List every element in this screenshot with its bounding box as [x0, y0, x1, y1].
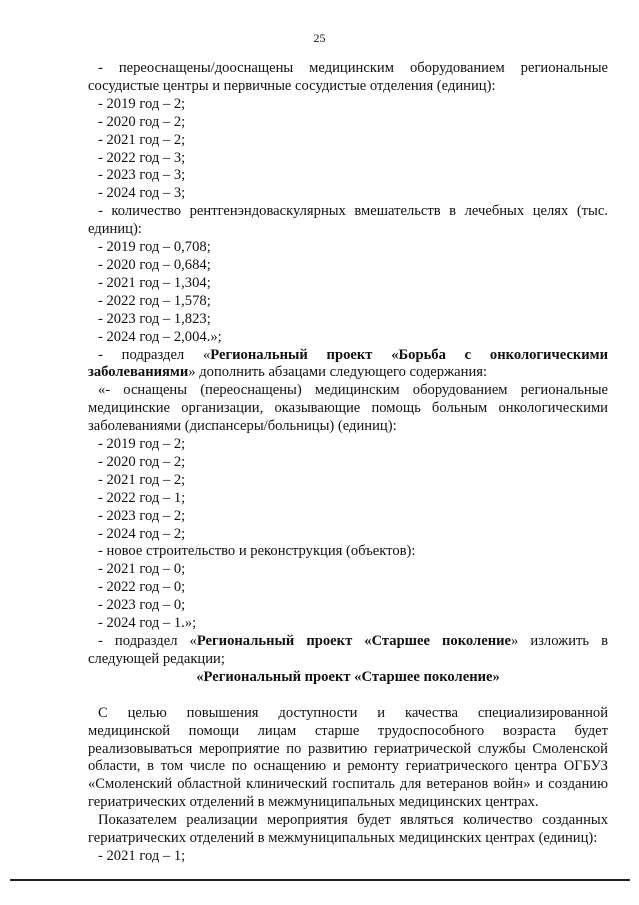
text-line: «- оснащены (переоснащены) медицинским оборудованием региональные [98, 382, 608, 399]
list-item: - 2019 год – 2; [98, 436, 186, 453]
list-item: - 2021 год – 2; [98, 471, 186, 488]
text-fragment: - подраздел « [98, 346, 211, 363]
subsection-elderly-line2: следующей редакции; [88, 650, 225, 667]
bottom-rule [10, 879, 630, 881]
bold-text: Региональный проект «Старшее поколение» [203, 668, 500, 685]
text-line: Показателем реализации мероприятия будет являться количество созданных [98, 812, 608, 829]
text-fragment: » дополнить абзацами следующего содержания: [188, 364, 488, 381]
text-line: гериатрических отделений в межмуниципальных медицинских центрах. [88, 794, 539, 811]
text-line: заболеваниями (диспансеры/больницы) (единиц): [88, 418, 397, 435]
section-cardio-indicators [88, 60, 608, 347]
spacer [88, 687, 608, 705]
list-item: - 2024 год – 2,004.»; [98, 328, 222, 345]
list-item: - 2021 год – 1,304; [98, 274, 211, 291]
text-fragment: - подраздел « [98, 633, 197, 649]
list-item: - 2022 год – 1,578; [98, 292, 211, 309]
list-item: - 2024 год – 2; [98, 525, 186, 542]
text-line: единиц): [88, 221, 142, 238]
list-item: - 2020 год – 2; [98, 453, 186, 470]
list-item: - новое строительство и реконструкция (объектов): [98, 543, 416, 560]
text-line: гериатрических отделений в межмуниципальных медицинских центрах (единиц): [88, 830, 598, 847]
list-item: - 2019 год – 0,708; [98, 239, 211, 256]
text-fragment: « [196, 668, 204, 685]
text-line: области, в том числе по оснащению и ремонту гериатрического центра ОГБУЗ [88, 758, 608, 775]
subsection-oncology-line2 [88, 364, 608, 382]
list-item: - 2021 год – 1; [98, 847, 186, 864]
list-item: - 2021 год – 2; [98, 131, 186, 148]
paragraph-geriatric-service [88, 705, 608, 812]
list-item: - 2020 год – 2; [98, 113, 186, 130]
text-line: медицинские организации, оказывающие помощь больным онкологическими [88, 400, 608, 417]
paragraph-indicator [88, 812, 608, 848]
section-oncology-indicators [88, 382, 608, 633]
list-item: - 2023 год – 2; [98, 507, 186, 524]
list-item: - 2023 год – 3; [98, 167, 186, 184]
text-line: реализовываться мероприятие по развитию гериатрической службы Смоленской [88, 740, 608, 757]
subsection-oncology-line1 [98, 347, 608, 365]
list-item: - 2022 год – 3; [98, 149, 186, 166]
list-item: - 2021 год – 0; [98, 561, 186, 578]
document-body [88, 60, 608, 866]
list-item: - 2023 год – 1,823; [98, 310, 211, 327]
bold-text: Региональный проект «Борьба с онкологическими [210, 346, 608, 363]
text-line: - переоснащены/дооснащены медицинским оборудованием региональные [98, 60, 608, 76]
list-item: - 2024 год – 1.»; [98, 615, 197, 632]
list-item: - 2020 год – 0,684; [98, 256, 211, 273]
text-line: - количество рентгенэндоваскулярных вмешательств в лечебных целях (тыс. [98, 203, 608, 220]
bold-text: заболеваниями [88, 364, 189, 381]
section-heading [88, 669, 608, 687]
list-item: - 2024 год – 3; [98, 185, 186, 202]
text-line: сосудистые центры и первичные сосудистые отделения (единиц): [88, 77, 496, 94]
text-line: С целью повышения доступности и качества специализированной [98, 704, 608, 721]
list-item: - 2023 год – 0; [98, 597, 186, 614]
page-number: 25 [313, 31, 326, 45]
text-line: «Смоленский областной клинический госпиталь для ветеранов войн» и созданию [88, 776, 608, 793]
subsection-elderly-line1 [98, 633, 608, 651]
text-line: медицинской помощи лицам старше трудоспособного возраста будет [88, 722, 608, 739]
bold-text: Региональный проект «Старшее поколение [196, 633, 511, 649]
list-item: - 2022 год – 0; [98, 579, 186, 596]
list-item: - 2022 год – 1; [98, 489, 186, 506]
text-fragment: » изложить в [511, 633, 609, 649]
list-item: - 2019 год – 2; [98, 95, 186, 112]
